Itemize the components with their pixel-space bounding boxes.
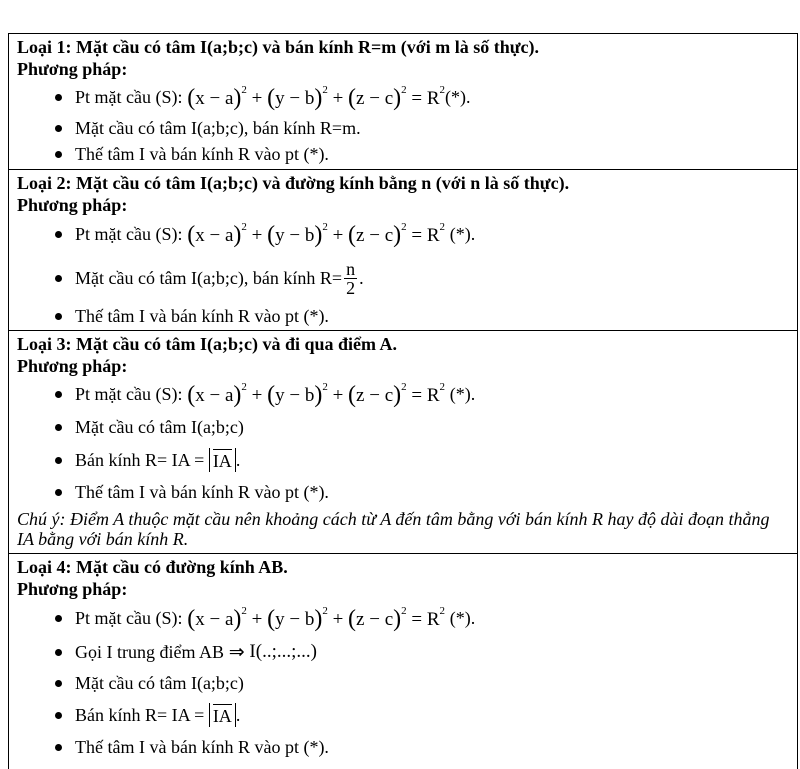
list-item [17,636,797,668]
list-item [17,477,797,507]
bullet-icon [55,424,62,431]
list-item [17,668,797,698]
bullet-icon [55,457,62,464]
bullet-icon [55,94,62,101]
equation-end: (*). [445,86,471,107]
fraction-denominator: 2 [346,277,356,298]
sphere-equation: $(x - a)^2 + (y - b)^2 + (z - c)^2 = R^2$ [187,381,446,408]
bullet-icon [55,151,62,158]
section-title: Loại 1: Mặt cầu có tâm I(a;b;c) và bán kính R=m (với m là số thực). [17,37,539,57]
list-item [17,443,797,477]
bullet-icon [55,615,62,622]
substitute-text: Thế tâm I và bán kính R vào pt (*). [75,143,329,164]
document-body [8,33,798,769]
list-item [17,411,797,443]
list-item [17,80,797,114]
list-item [17,304,797,328]
list-item [17,698,797,732]
sphere-equation: $(x - a)^2 + (y - b)^2 + (z - c)^2 = R^2$ [187,221,446,248]
list-item [17,142,797,166]
center-text: Mặt cầu có tâm I(a;b;c), bán kính R= [75,267,343,288]
fraction-end: . [359,267,364,288]
substitute-text: Thế tâm I và bán kính R vào pt (*). [75,736,329,757]
vector-magnitude [209,448,236,472]
sphere-equation: $(x - a)^2 + (y - b)^2 + (z - c)^2 = R^2$ [187,84,446,111]
radius-fraction [344,260,357,297]
equation-label: Pt mặt cầu (S): [75,223,183,244]
note-text: Chú ý: Điểm A thuộc mặt cầu nên khoảng cách từ A đến tâm bằng với bán kính R hay độ dài đoạn thẳng IA bằng với bán kính R. [17,509,770,549]
equation-end: (*). [449,223,476,244]
list-item [17,114,797,142]
fraction-numerator: n [346,258,356,279]
vector-magnitude [209,703,236,727]
bullet-icon [55,313,62,320]
midpoint-text: Gọi I trung điểm AB [75,641,224,662]
center-text: Mặt cầu có tâm I(a;b;c) [75,672,244,693]
bullet-icon [55,231,62,238]
list-item [17,252,797,304]
radius-end: . [235,704,241,725]
center-text: Mặt cầu có tâm I(a;b;c) [75,416,244,437]
bullet-icon [55,744,62,751]
section-type-1 [9,33,797,169]
midpoint-math: I(..;...;...) [249,641,317,662]
vector-ia: IA [212,706,232,726]
equation-label: Pt mặt cầu (S): [75,86,183,107]
radius-text: Bán kính R= IA = [75,449,205,470]
section-title: Loại 4: Mặt cầu có đường kính AB. [17,557,288,577]
section-title: Loại 3: Mặt cầu có tâm I(a;b;c) và đi qua điểm A. [17,334,397,354]
list-item [17,600,797,636]
method-label: Phương pháp: [17,356,128,376]
center-text: Mặt cầu có tâm I(a;b;c), bán kính R=m. [75,117,361,138]
bullet-icon [55,391,62,398]
bullet-icon [55,649,62,656]
implies-icon: ⇒ [224,641,250,663]
radius-end: . [235,449,241,470]
section-type-4 [9,553,797,769]
bullet-icon [55,125,62,132]
method-label: Phương pháp: [17,579,128,599]
bullet-icon [55,680,62,687]
section-type-3 [9,330,797,553]
equation-label: Pt mặt cầu (S): [75,383,183,404]
bullet-icon [55,712,62,719]
bullet-icon [55,275,62,282]
substitute-text: Thế tâm I và bán kính R vào pt (*). [75,481,329,502]
list-item [17,377,797,411]
bullet-icon [55,489,62,496]
substitute-text: Thế tâm I và bán kính R vào pt (*). [75,305,329,326]
section-type-2 [9,169,797,330]
equation-label: Pt mặt cầu (S): [75,607,183,628]
list-item [17,732,797,762]
method-label: Phương pháp: [17,195,128,215]
radius-text: Bán kính R= IA = [75,704,205,725]
vector-ia: IA [212,451,232,471]
equation-end: (*). [449,383,476,404]
method-label: Phương pháp: [17,59,128,79]
section-title: Loại 2: Mặt cầu có tâm I(a;b;c) và đường kính bằng n (với n là số thực). [17,173,570,193]
sphere-equation: $(x - a)^2 + (y - b)^2 + (z - c)^2 = R^2$ [187,605,446,632]
list-item [17,216,797,252]
equation-end: (*). [449,607,476,628]
